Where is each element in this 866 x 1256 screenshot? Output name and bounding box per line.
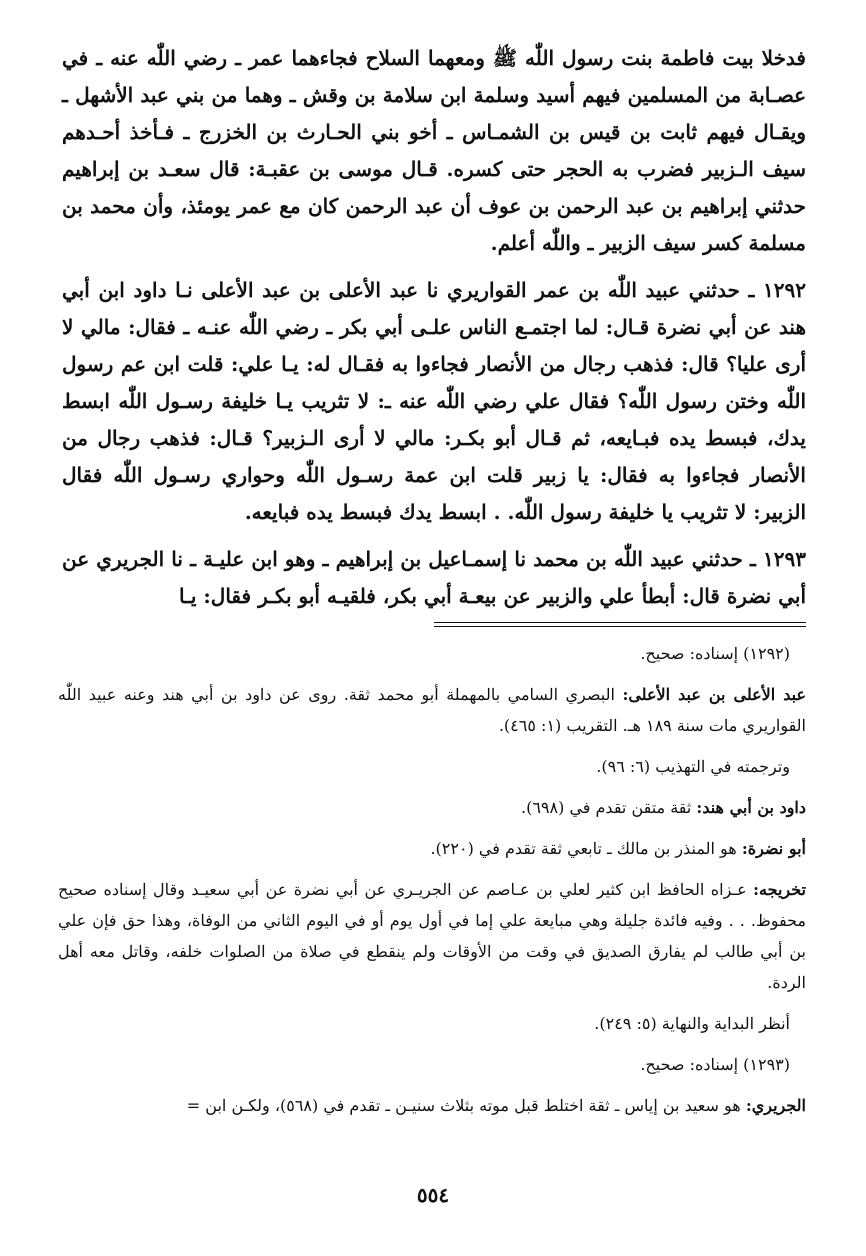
paragraph-hadith-1292: ١٢٩٢ ـ حدثني عبيد اللّٰه بن عمر القواريري نا عبد الأعلى بن عبد الأعلى نـا داود ابن أبي هند عن أبي نضرة قـال: لما اجتمـع الناس علـى أبي بكر ـ رضي اللّٰه عنـه ـ فقال: مالي لا أرى عليا؟ قال: فذهب رجال من الأنصار فجاءوا به فقـال له: يـا علي: قلت ابن عم رسول اللّٰه وختن رسول اللّٰه؟ فقال علي رضي اللّٰه عنه ـ: لا تثريب يـا خليفة رسـول اللّٰه ابسط يدك، فبسط يده فبـايعه، ثم قـال أبو بكـر: مالي لا أرى الـزبير؟ قـال: فذهب رجال من الأنصار فجاءوا به فقال: يا زبير قلت ابن عمة رسـول اللّٰه وحواري رسـول اللّٰه فقال الزبير: لا تثريب يا خليفة رسول اللّٰه. . ابسط يدك فبسط يده فبايعه.: [62, 278, 806, 524]
footnote-1292-isnad: (١٢٩٢) إسناده: صحيح.: [640, 644, 790, 663]
footnote-label: أبو نضرة:: [741, 839, 806, 858]
footnote-separator: [434, 622, 806, 627]
footnotes: [58, 638, 806, 1121]
footnote-label: الجريري:: [745, 1096, 806, 1115]
footnote-abd-al-ala: [58, 679, 806, 741]
paragraph-hadith-1293: ١٢٩٣ ـ حدثني عبيد اللّٰه بن محمد نا إسمـاعيل بن إبراهيم ـ وهو ابن عليـة ـ نا الجريري عن أبي نضرة قال: أبطأ علي والزبير عن بيعـة أبي بكر، فلقيـه أبو بكـر فقال: يـا: [62, 547, 806, 608]
footnote-text: عـزاه الحافظ ابن كثير لعلي بن عـاصم عن الجريـري عن أبي نضرة عن أبي سعيـد وقال إسناده صحيح محفوظ. . . وفيه فائدة جليلة وهي مبايعة علي إما في أول يوم أو في اليوم الثاني من الوفاة، وهذا حق فإن علي بن أبي طالب لم يفارق الصديق في وقت من الأوقات ولم ينقطع في صلاة من الصلوات خلفه، وقاتل معه أهل الردة.: [58, 880, 806, 992]
footnote-bidaya: أنظر البداية والنهاية (٥: ٢٤٩).: [594, 1014, 790, 1033]
footnote-tahdhib: وترجمته في التهذيب (٦: ٩٦).: [596, 757, 790, 776]
paragraph-1: فدخلا بيت فاطمة بنت رسول اللّٰه ﷺ ومعهما السلاح فجاءهما عمر ـ رضي اللّٰه عنه ـ في عصـابة من المسلمين فيهم أسيد وسلمة ابن سلامة بن وقش ـ وهما من بني عبد الأشهل ـ ويقـال فيهم ثابت بن قيس بن الشمـاس ـ أخو بني الحـارث بن الخزرج ـ فـأخذ أحـدهم سيف الـزبير فضرب به الحجر حتى كسره. قـال موسى بن عقبـة: قال سعـد بن إبراهيم حدثني إبراهيم بن عبد الرحمن بن عوف أن عبد الرحمن كان مع عمر يومئذ، وأن محمد بن مسلمة كسر سيف الزبير ـ واللّٰه أعلم.: [62, 46, 806, 255]
footnote-dawud: [58, 792, 806, 823]
footnote-label: عبد الأعلى بن عبد الأعلى:: [622, 685, 807, 704]
footnote-abu-nadra: [58, 833, 806, 864]
footnote-text: هو سعيد بن إياس ـ ثقة اختلط قبل موته بثلاث سنيـن ـ تقدم في (٥٦٨)، ولكـن ابن =: [186, 1096, 746, 1115]
footnote-text: هو المنذر بن مالك ـ تابعي ثقة تقدم في (٢٢٠).: [430, 839, 742, 858]
footnote-text: البصري السامي بالمهملة أبو محمد ثقة. روى عن داود بن أبي هند وعنه عبيد اللّٰه القواريري مات سنة ١٨٩ هـ. التقريب (١: ٤٦٥).: [58, 685, 806, 735]
footnote-label: داود بن أبي هند:: [696, 798, 806, 817]
footnote-label: تخريجه:: [753, 880, 806, 899]
footnote-takhrij: [58, 874, 806, 998]
main-text: [62, 40, 806, 615]
page-number: ٥٥٤: [416, 1183, 450, 1207]
footnote-1293-isnad: (١٢٩٣) إسناده: صحيح.: [640, 1055, 790, 1074]
footnote-jurayri: [58, 1090, 806, 1121]
footnote-text: ثقة متقن تقدم في (٦٩٨).: [521, 798, 697, 817]
